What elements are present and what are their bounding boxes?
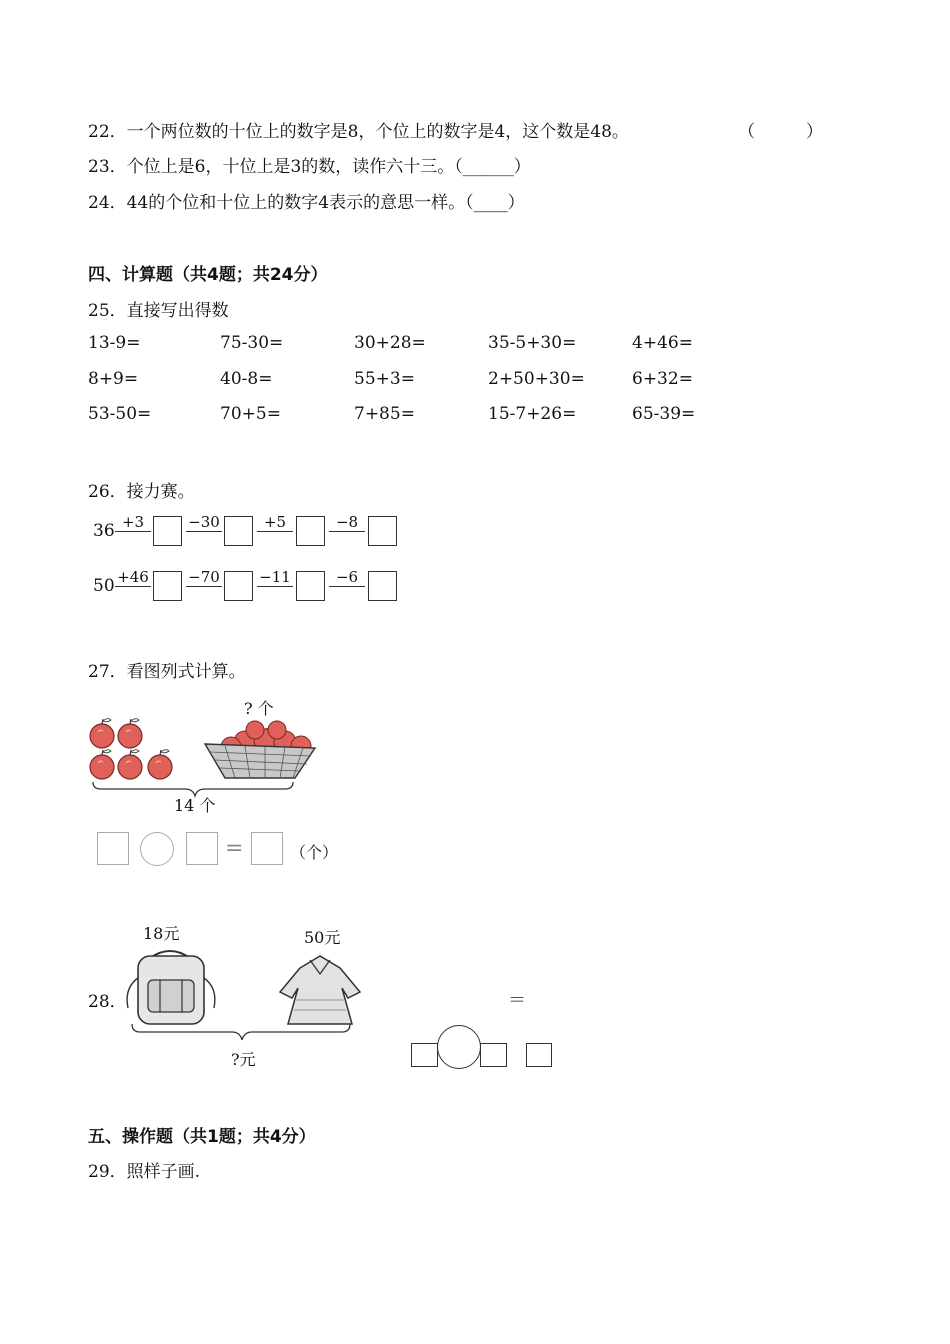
relay-op: +3 [121,513,145,531]
arith-item: 2+50+30= [488,369,585,389]
total-price-label: ?元 [231,1050,256,1069]
relay-arrow-line [257,531,293,532]
total-count-label: 14 个 [174,796,216,815]
answer-bracket-close: ） [806,122,823,142]
arith-item: 40-8= [220,369,273,389]
arith-item: 6+32= [632,369,693,389]
relay-start: 36 [93,521,115,541]
operator-circle[interactable] [437,1025,481,1069]
unknown-count-label: ? 个 [244,699,274,718]
relay-op: −8 [335,513,359,531]
backpack-icon [127,951,215,1024]
apple-icon [118,719,142,748]
operator-circle[interactable] [140,832,174,866]
relay-op: +5 [263,513,287,531]
bag-price: 18元 [143,924,180,943]
relay-op: +46 [117,568,149,586]
total-brace [132,1024,350,1040]
arith-item: 53-50= [88,404,152,424]
answer-box[interactable] [368,571,397,601]
relay-op: −30 [188,513,220,531]
answer-box[interactable] [526,1043,552,1067]
answer-box[interactable] [368,516,397,546]
answer-bracket-open: （ [738,122,755,142]
equals-sign: ＝ [508,990,526,1011]
question-22-text: 22．一个两位数的十位上的数字是8，个位上的数字是4，这个数是48。 [88,122,629,142]
question-25: 25．直接写出得数 [88,301,229,321]
arith-item: 70+5= [220,404,281,424]
clothes-icon [280,956,360,1024]
arith-item: 13-9= [88,333,141,353]
relay-arrow-line [329,531,365,532]
section-5-title: 五、操作题（共1题；共4分） [88,1127,316,1147]
relay-arrow-line [257,586,293,587]
q28-illustration [120,938,370,1043]
answer-box[interactable] [296,516,325,546]
answer-box[interactable] [153,571,182,601]
question-24: 24．44的个位和十位上的数字4表示的意思一样。（____） [88,193,525,213]
apple-icon [90,750,114,779]
apple-icon [118,750,142,779]
relay-op: −6 [335,568,359,586]
answer-box[interactable] [480,1043,507,1067]
answer-box[interactable] [411,1043,438,1067]
unit-label: （个） [290,843,339,862]
relay-arrow-line [329,586,365,587]
answer-box[interactable] [251,832,283,865]
relay-arrow-line [186,531,222,532]
section-4-title: 四、计算题（共4题；共24分） [88,265,328,285]
arith-item: 4+46= [632,333,693,353]
answer-box[interactable] [224,571,253,601]
question-22 [88,117,629,142]
question-29: 29．照样子画. [88,1162,201,1182]
clothes-price: 50元 [304,928,341,947]
relay-arrow-line [115,586,151,587]
arith-item: 55+3= [354,369,415,389]
arith-item: 7+85= [354,404,415,424]
relay-arrow-line [186,586,222,587]
question-23: 23．个位上是6，十位上是3的数，读作六十三。（______） [88,157,531,177]
arith-item: 75-30= [220,333,284,353]
apple-icon [90,719,114,748]
arith-item: 30+28= [354,333,426,353]
answer-box[interactable] [186,832,218,865]
apple-icon [148,750,172,779]
answer-box[interactable] [296,571,325,601]
relay-op: −11 [259,568,291,586]
equals-sign: = [225,836,244,861]
arith-item: 8+9= [88,369,139,389]
relay-arrow-line [115,531,151,532]
basket-icon [205,721,315,778]
relay-op: −70 [188,568,220,586]
arith-item: 65-39= [632,404,696,424]
question-28: 28． [88,992,127,1012]
relay-start: 50 [93,576,115,596]
question-27: 27．看图列式计算。 [88,662,246,682]
arith-item: 35-5+30= [488,333,577,353]
answer-box[interactable] [224,516,253,546]
question-26: 26．接力赛。 [88,482,195,502]
arith-item: 15-7+26= [488,404,577,424]
answer-box[interactable] [97,832,129,865]
answer-box[interactable] [153,516,182,546]
